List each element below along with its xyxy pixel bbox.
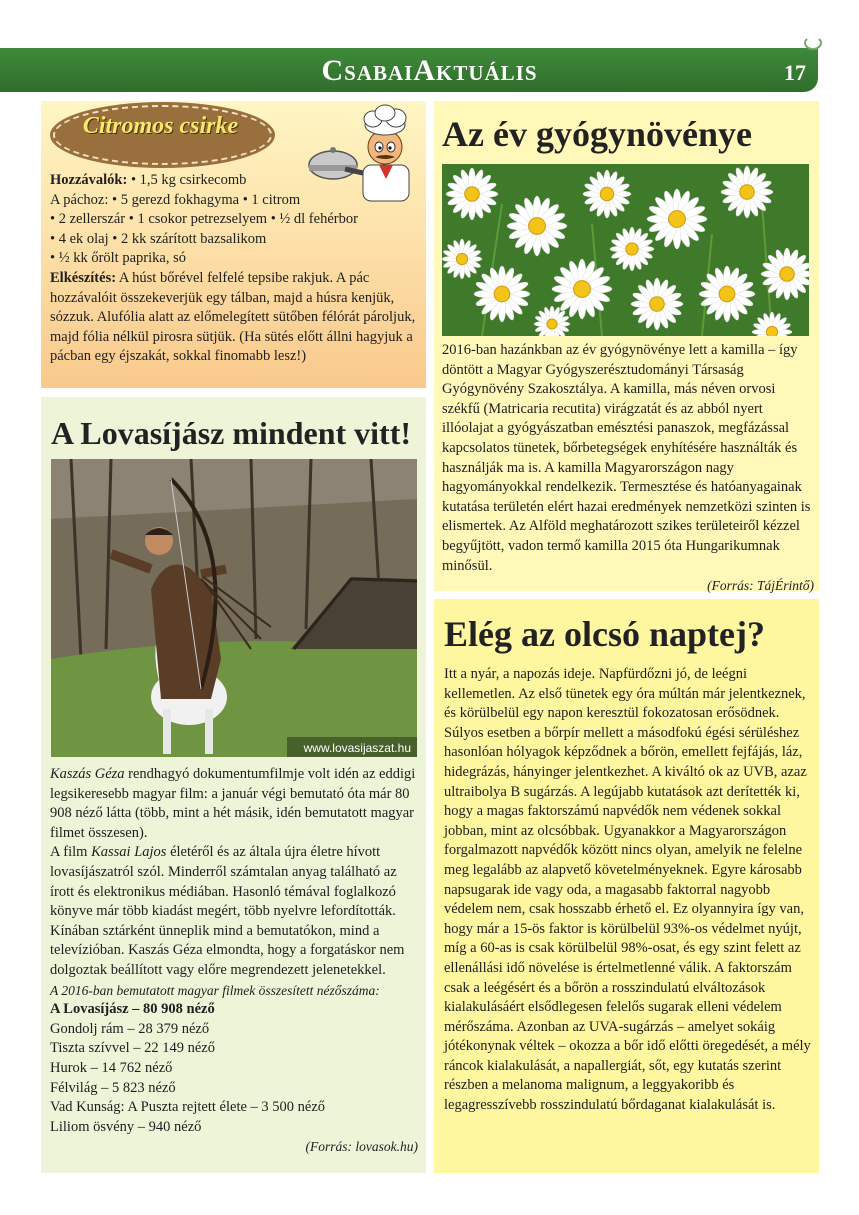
lovas-paragraph-2-start: A film	[50, 844, 92, 861]
daisy-flower-icon	[446, 168, 498, 220]
sunscreen-article-panel	[434, 599, 819, 1173]
list-item: Liliom ösvény – 940 néző	[50, 1118, 202, 1135]
list-item: Vad Kunság: A Puszta rejtett élete – 3 500 néző	[50, 1099, 326, 1116]
publication-title: CsabaiAktuális	[321, 54, 538, 87]
horseback-archer-photo	[51, 459, 417, 757]
photo-watermark: www.lovasijaszat.hu	[303, 741, 411, 755]
recipe-title: Citromos csirke	[82, 113, 239, 139]
page-number: 17	[784, 60, 806, 85]
kassai-lajos-name: Kassai Lajos	[91, 844, 167, 861]
herb-text: 2016-ban hazánkban az év gyógynövénye lett a kamilla – így döntött a Magyar Gyógyszerésztudományi Társaság Gyógynövény Szakosztálya. A kamilla, más néven orvosi székfű (Matricaria recutita) virágzatát és az abból nyert illóolajat a gyógyászatban emésztési panaszok, megfázással kapcsolatos tünetek, bőrbetegségek enyhítésére használták és használják ma is. A kamilla Magyarországon nagy hagyományokkal rendelkezik. Termesztése és hatóanyagainak kutatása területén elért hazai eredmények nemzetközi szinten is elismertek. Az Alföld meghatározott szikes területeiről kézzel begyűjtött, vadon termő kamilla 2015 óta Hungarikumnak minősül.	[442, 342, 811, 574]
lovas-source: (Forrás: lovasok.hu)	[305, 1139, 418, 1155]
list-item: Hurok – 14 762 néző	[50, 1059, 173, 1076]
lovas-paragraph-1: rendhagyó dokumentumfilmje volt idén az eddigi legsikeresebb magyar film: a január végi bemutató óta már 80 908 néző látta (több, mint a hét másik, idén bemutatott magyar filmet összesen).	[50, 766, 416, 841]
ingredients-line-2: A páchoz: • 5 gerezd fokhagyma • 1 citrom	[50, 191, 301, 208]
sunscreen-body: Itt a nyár, a napozás ideje. Napfürdőzni jó, de leégni kellemetlen. Az első tünetek egy óra múltán már jelentkeznek, és körülbelül egy napon keresztül fokozatosan erősödnek. Súlyos esetben a bőrpír mellett a másodfokú égési sérüléshez hasonlóan hólyagok képződnek a bőrön, emellett fejfájás, láz, hidegrázás, hányinger jelentkezhet. A kiváltó ok az UVB, azaz ultraibolya B sugárzás. A legújabb kutatások azt derítették ki, hogy a magas faktorszámú napvédők nem védenek sokkal jobban, mint az olcsóbbak. Ugyanakkor a Magyarországon forgalmazott napvédők között nincs olyan, amelyik ne felelne meg legalább az alapvető követelményeknek. Egyre károsabb napsugarak ide vagy oda, a magasabb faktorral nagyobb védelem nem, csak hosszabb érhető el. Ez olyannyira így van, hogy már a 15-ös faktor is körülbelül 93%-os védelmet nyújt, míg a 60-as is csak körülbelül 98%-osat, és egy szint felett az ellenállási idő növelése is értelmetlenné válik. A faktorszám csak a leégésért és a bőrön a rosszindulatú elváltozások kialakulásáért elsődlegesen felelős sugarak elleni védelem mérőszáma. Azonban az UVA-sugárzás – amelyet sokáig jótékonynak véltek – okozza a bőr idő előtti öregedését, a mély ráncok kialakulását, a napallergiát, sőt, egy kutatás szerint részben a melanoma malignum, a leggyakoribb és legagresszívebb rosszindulatú bőrdaganat kialakulását is.	[444, 666, 811, 1114]
ingredients-label: Hozzávalók:	[50, 172, 128, 188]
list-item: Gondolj rám – 28 379 néző	[50, 1020, 210, 1037]
daisy-flower-icon	[474, 266, 530, 322]
ingredients-line-3: • 2 zellerszár • 1 csokor petrezselyem • ½ dl fehérbor	[50, 211, 358, 228]
recipe-panel	[41, 101, 426, 388]
lovas-article-panel	[41, 397, 426, 1173]
lovas-body	[50, 765, 418, 1157]
ingredients-line-5: • ½ kk őrölt paprika, só	[50, 250, 186, 267]
chamomile-photo	[442, 164, 809, 336]
ingredients-line-1: • 1,5 kg csirkecomb	[127, 172, 247, 188]
daisy-flower-icon	[631, 278, 683, 330]
recipe-body	[50, 171, 418, 367]
herb-body	[442, 341, 814, 596]
viewers-list-top: A Lovasíjász – 80 908 néző	[50, 1001, 215, 1018]
daisy-flower-icon	[507, 196, 567, 256]
lovas-paragraph-2: életéről és az általa újra életre hívott lovasíjászatról szól. Minderről számtalan anyag található az írott és elektronikus médiában. Hasonló témával foglalkozó könyve már több kiadást megért, több nyelvre lefordították. Kínában sztárként ünneplik mind a bemutatókon, mind a televízióban. Kaszás Géza elmondta, hogy a forgatáskor nem dolgoztak beállított vagy előre megrendezett jelenetekkel.	[50, 844, 405, 978]
daisy-flower-icon	[647, 189, 707, 249]
preparation-label: Elkészítés:	[50, 269, 117, 286]
herb-source: (Forrás: TájÉrintő)	[707, 578, 814, 594]
daisy-flower-icon	[583, 170, 631, 218]
daisy-flower-icon	[721, 166, 773, 218]
herb-article-panel	[434, 101, 819, 594]
swirl-ornament-icon	[804, 36, 822, 50]
lovas-headline: A Lovasíjász mindent vitt!	[51, 415, 411, 451]
list-item: Tiszta szívvel – 22 149 néző	[50, 1040, 215, 1057]
preparation-text: A húst bőrével felfelé tepsibe rakjuk. A pác hozzávalóit összekeverjük egy tálban, majd a húsra kenjük, sózzuk. Alufólia alatt az előmelegített sütőben félórát pároljuk, majd fólia nélkül pirosra sütjük. (Ha sütés előtt állni hagyjuk a pácban egy éjszakát, sokkal finomabb lesz!)	[50, 269, 416, 365]
daisy-flower-icon	[610, 227, 654, 271]
daisy-flower-icon	[699, 266, 755, 322]
sunscreen-headline: Elég az olcsó naptej?	[444, 614, 765, 654]
herb-headline: Az év gyógynövénye	[442, 114, 752, 154]
daisy-flower-icon	[442, 239, 482, 279]
kaszas-geza-name: Kaszás Géza	[50, 766, 125, 782]
list-item: Félvilág – 5 823 néző	[50, 1079, 176, 1096]
ingredients-line-4: • 4 ek olaj • 2 kk szárított bazsalikom	[50, 230, 267, 247]
daisy-flower-icon	[761, 248, 809, 300]
viewers-list-caption: A 2016-ban bemutatott magyar filmek összesített nézőszáma:	[50, 982, 380, 998]
daisy-flower-icon	[552, 259, 612, 319]
